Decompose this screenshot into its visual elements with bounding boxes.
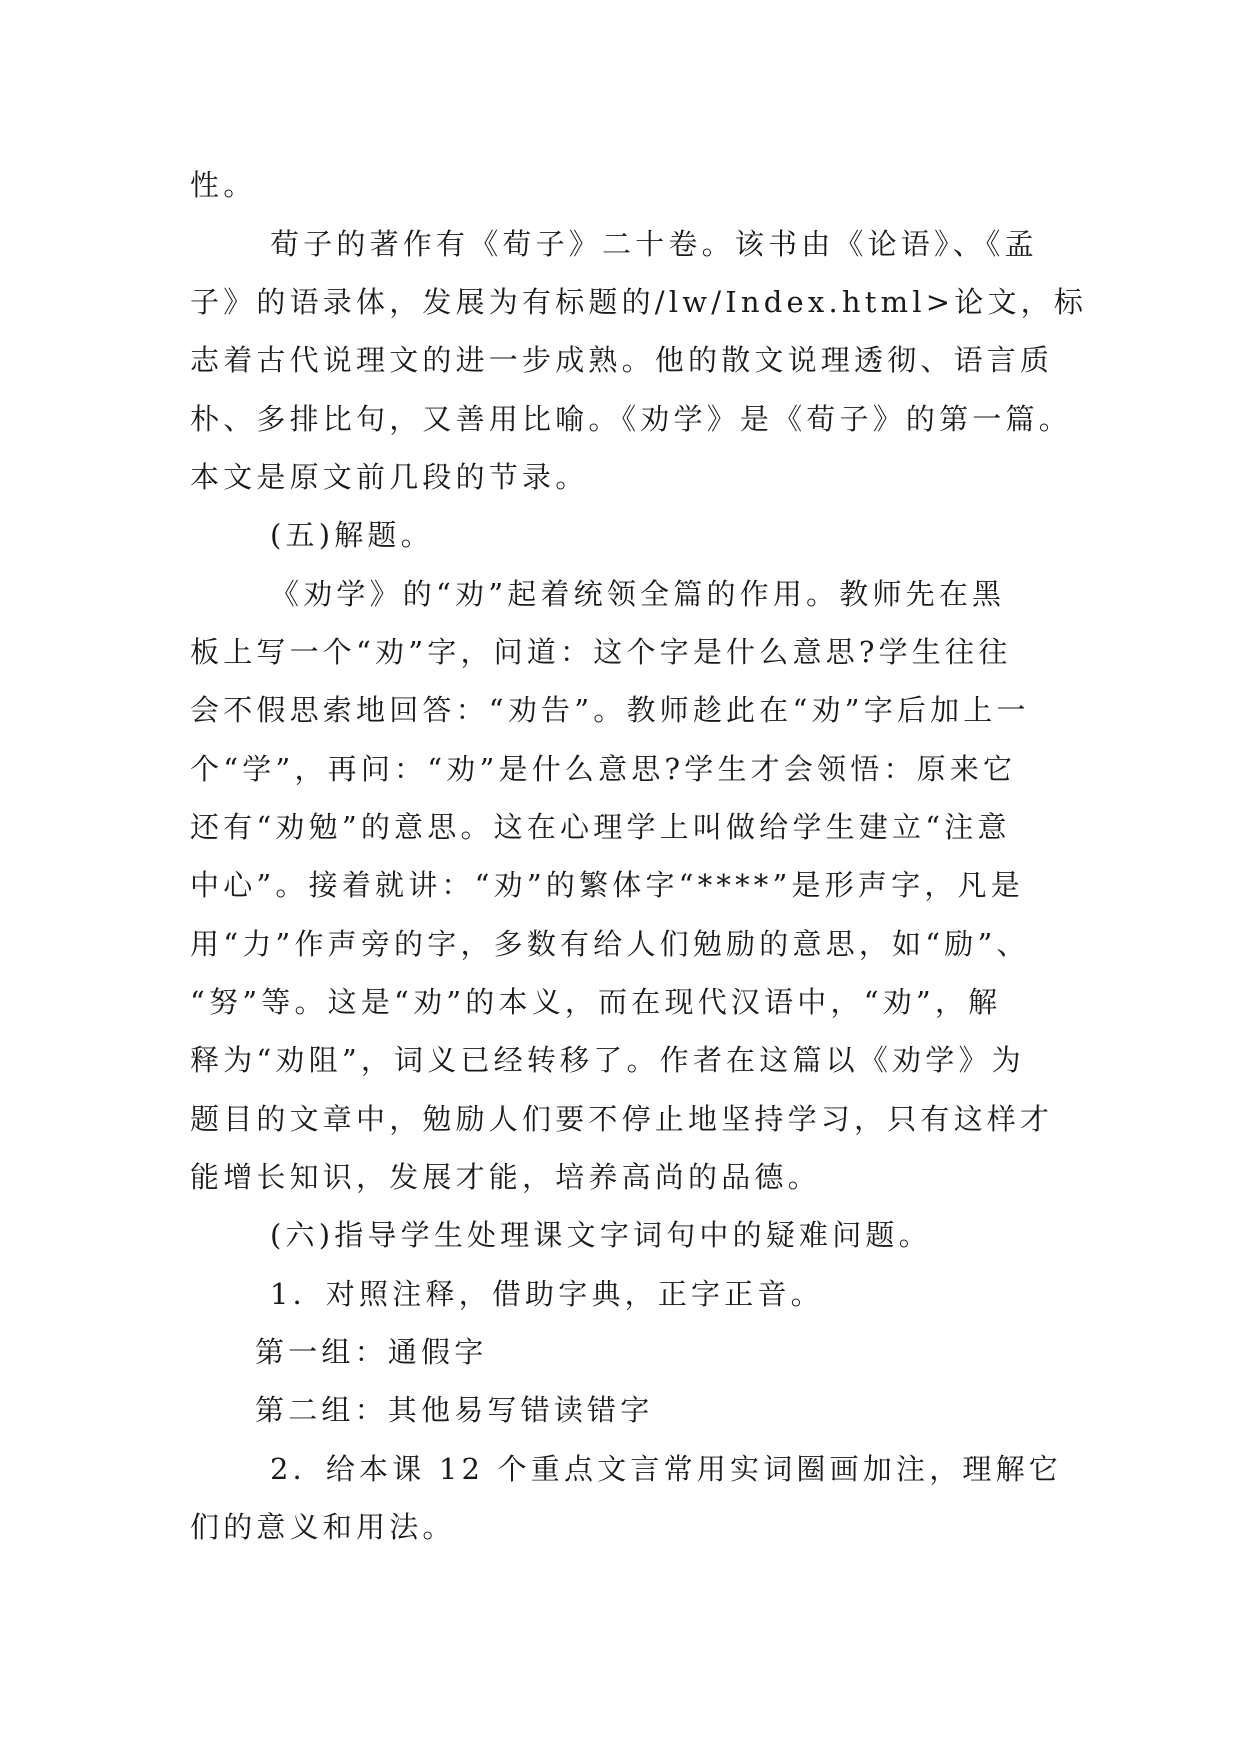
- text-line-5: 朴、多排比句，又善用比喻。《劝学》是《荀子》的第一篇。: [190, 402, 1072, 436]
- text-line-6: 本文是原文前几段的节录。: [190, 460, 589, 494]
- list-item-1: 1．对照注释，借助字典，正字正音。: [270, 1277, 824, 1311]
- text-line-9: 板上写一个“劝”字，问道：这个字是什么意思?学生往往: [190, 635, 1012, 669]
- text-line-11: 个“学”，再问：“劝”是什么意思?学生才会领悟：原来它: [190, 752, 1017, 786]
- text-line-10: 会不假思索地回答：“劝告”。教师趁此在“劝”字后加上一: [190, 693, 1030, 727]
- text-line-18: 能增长知识，发展才能，培养高尚的品德。: [190, 1160, 821, 1194]
- text-line-1: 性。: [190, 168, 257, 202]
- section-heading-5: (五)解题。: [270, 518, 434, 552]
- text-line-17: 题目的文章中，勉励人们要不停止地坚持学习，只有这样才: [190, 1102, 1054, 1136]
- text-line-16: 释为“劝阻”，词义已经转移了。作者在这篇以《劝学》为: [190, 1043, 1025, 1077]
- text-line-2: 荀子的著作有《荀子》二十卷。该书由《论语》、《孟: [270, 227, 1038, 261]
- text-line-3: 子》的语录体，发展为有标题的/lw/Index.html>论文，标: [190, 285, 1088, 319]
- text-line-12: 还有“劝勉”的意思。这在心理学上叫做给学生建立“注意: [190, 810, 1011, 844]
- section-heading-6: (六)指导学生处理课文字词句中的疑难问题。: [270, 1218, 932, 1252]
- list-item-2: 2．给本课 12 个重点文言常用实词圈画加注，理解它: [270, 1452, 1062, 1486]
- group-2-label: 第二组：其他易写错读错字: [255, 1393, 654, 1427]
- text-line-15: “努”等。这是“劝”的本义，而在现代汉语中，“劝”，解: [190, 985, 1002, 1019]
- text-line-14: 用“力”作声旁的字，多数有给人们勉励的意思，如“励”、: [190, 927, 1030, 961]
- group-1-label: 第一组：通假字: [255, 1335, 488, 1369]
- text-line-13: 中心”。接着就讲：“劝”的繁体字“****”是形声字，凡是: [190, 868, 1024, 902]
- text-line-4: 志着古代说理文的进一步成熟。他的散文说理透彻、语言质: [190, 343, 1054, 377]
- text-line-24: 们的意义和用法。: [190, 1510, 456, 1544]
- text-line-8: 《劝学》的“劝”起着统领全篇的作用。教师先在黑: [270, 577, 1006, 611]
